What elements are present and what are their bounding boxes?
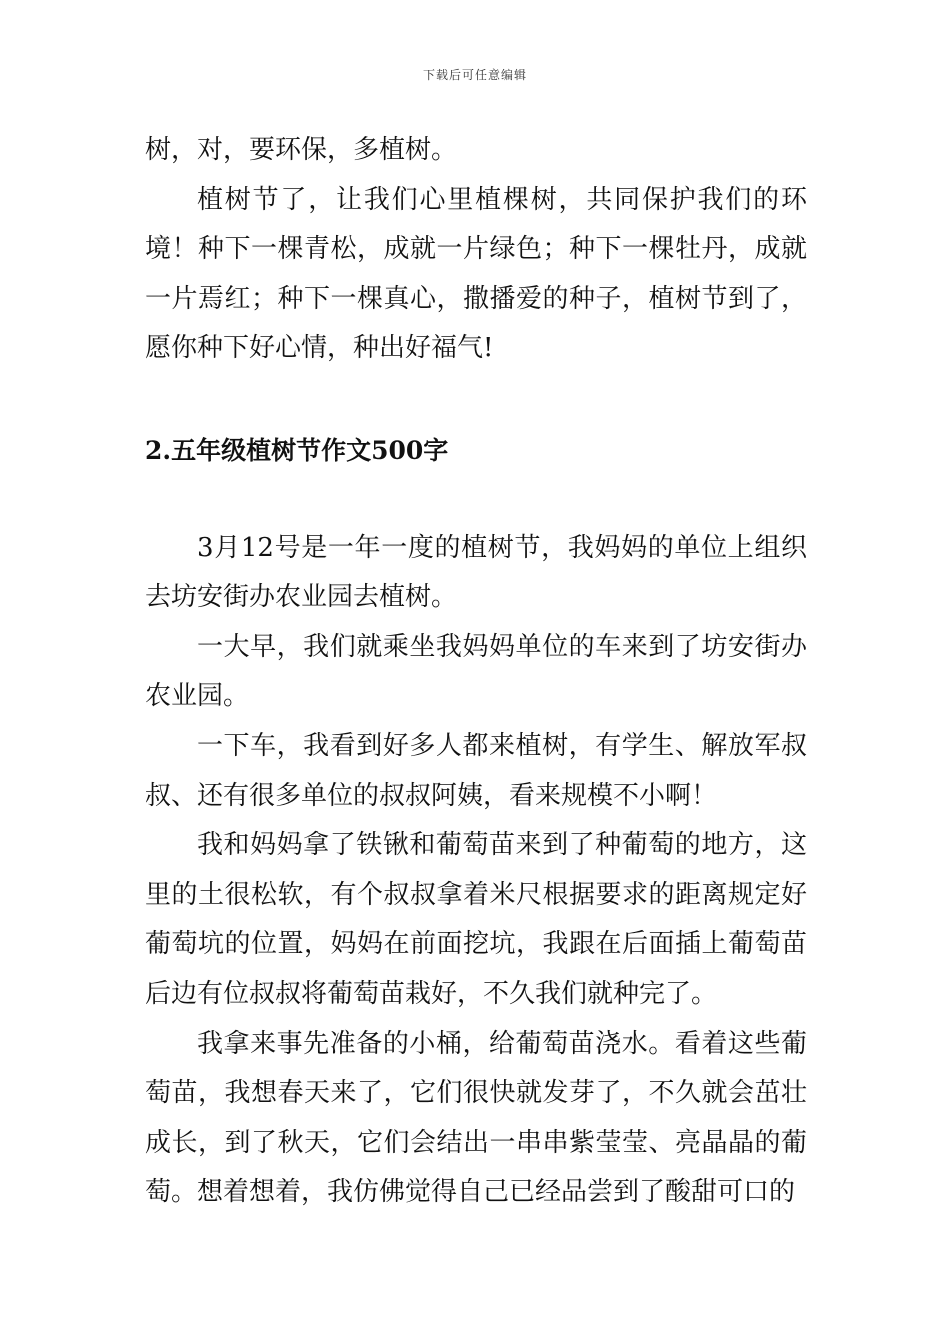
paragraph-watering: 我拿来事先准备的小桶，给葡萄苗浇水。看着这些葡萄苗，我想春天来了，它们很快就发芽了，不久就会茁壮成长，到了秋天，它们会结出一串串紫莹莹、亮晶晶的葡萄。想着想着，我仿佛觉得自己已经品尝到了酸甜可口的	[145, 1028, 807, 1208]
document-body	[145, 126, 807, 1218]
page-header-note: 下载后可任意编辑	[422, 68, 527, 82]
paragraph-continued: 树，对，要环保，多植树。	[145, 135, 458, 165]
paragraph-arbor-day-wish: 植树节了，让我们心里植棵树，共同保护我们的环境！种下一棵青松，成就一片绿色；种下一棵牡丹，成就一片焉红；种下一棵真心，撒播爱的种子，植树节到了，愿你种下好心情，种出好福气!	[145, 184, 807, 364]
section-spacer	[145, 476, 807, 524]
section-spacer	[145, 374, 807, 426]
paragraph-intro: 3月12号是一年一度的植树节，我妈妈的单位上组织去坊安街办农业园去植树。	[145, 532, 807, 613]
paragraph-planting: 我和妈妈拿了铁锹和葡萄苗来到了种葡萄的地方，这里的土很松软，有个叔叔拿着米尺根据要求的距离规定好葡萄坑的位置，妈妈在前面挖坑，我跟在后面插上葡萄苗后边有位叔叔将葡萄苗栽好，不久我们就种完了。	[145, 830, 807, 1009]
section-title: 2.五年级植树节作文500字	[145, 435, 449, 465]
paragraph-arrival: 一下车，我看到好多人都来植树，有学生、解放军叔叔、还有很多单位的叔叔阿姨，看来规模不小啊！	[145, 730, 807, 811]
paragraph-morning: 一大早，我们就乘坐我妈妈单位的车来到了坊安街办农业园。	[145, 631, 807, 712]
